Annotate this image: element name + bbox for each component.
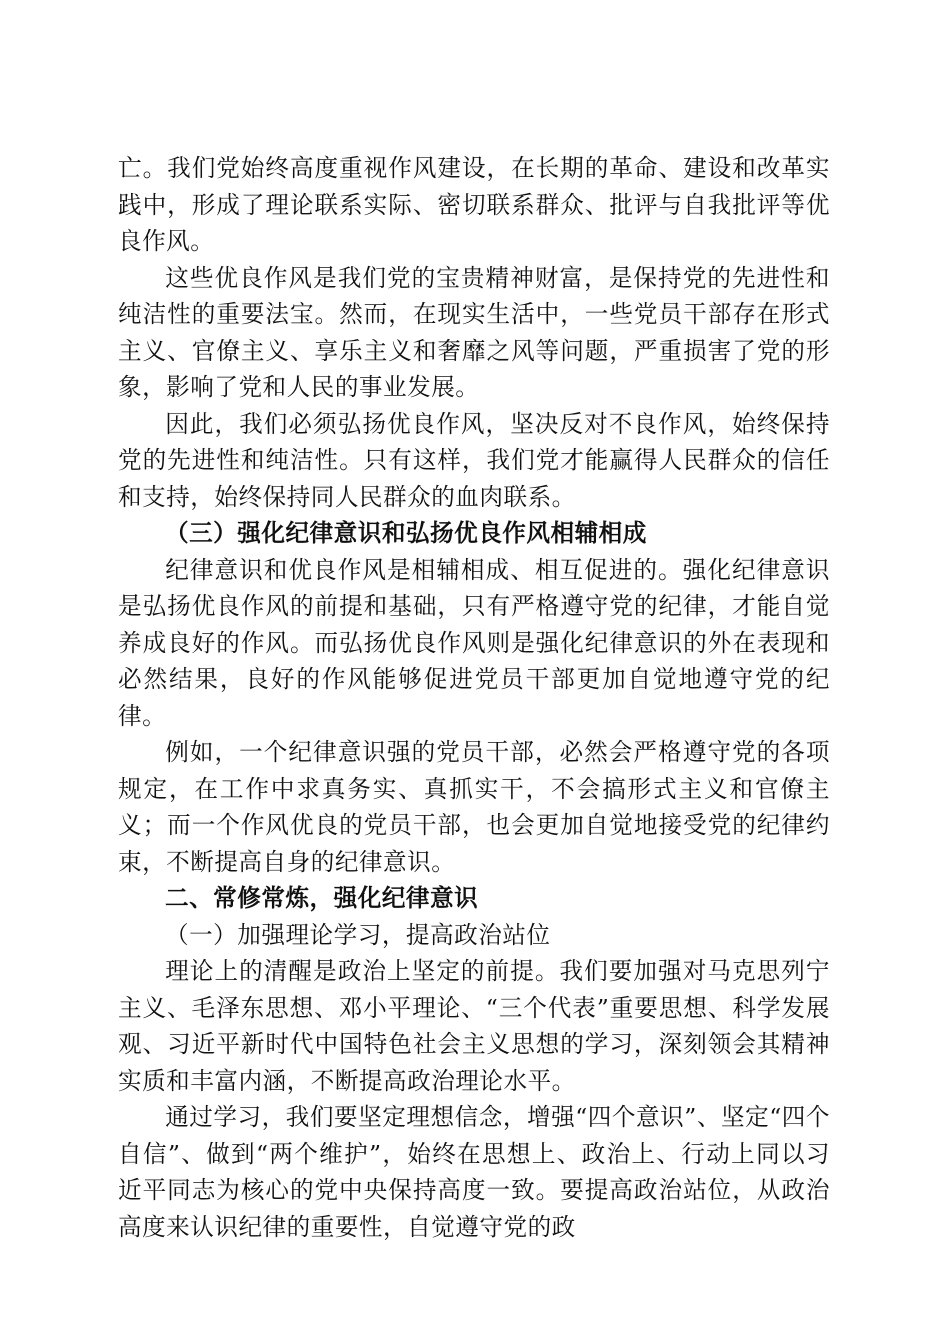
body-paragraph: 这些优良作风是我们党的宝贵精神财富，是保持党的先进性和纯洁性的重要法宝。然而，在现实生活中，一些党员干部存在形式主义、官僚主义、享乐主义和奢靡之风等问题，严重损害了党的形象，影响了党和人民的事业发展。	[118, 263, 830, 401]
body-paragraph: 亡。我们党始终高度重视作风建设，在长期的革命、建设和改革实践中，形成了理论联系实际、密切联系群众、批评与自我批评等优良作风。	[118, 154, 830, 255]
body-paragraph: 因此，我们必须弘扬优良作风，坚决反对不良作风，始终保持党的先进性和纯洁性。只有这样，我们党才能赢得人民群众的信任和支持，始终保持同人民群众的血肉联系。	[118, 409, 830, 511]
section-heading-level3: （一）加强理论学习，提高政治站位	[165, 920, 551, 949]
body-paragraph: 理论上的清醒是政治上坚定的前提。我们要加强对马克思列宁主义、毛泽东思想、邓小平理论、“三个代表”重要思想、科学发展观、习近平新时代中国特色社会主义思想的学习，深刻领会其精神实质和丰富内涵，不断提高政治理论水平。	[118, 957, 830, 1095]
document-page	[118, 150, 830, 1245]
body-paragraph: 通过学习，我们要坚定理想信念，增强“四个意识”、坚定“四个自信”、做到“两个维护”，始终在思想上、政治上、行动上同以习近平同志为核心的党中央保持高度一致。要提高政治站位，从政治高度来认识纪律的重要性，自觉遵守党的政	[118, 1103, 830, 1241]
body-paragraph: 例如，一个纪律意识强的党员干部，必然会严格遵守党的各项规定，在工作中求真务实、真抓实干，不会搞形式主义和官僚主义；而一个作风优良的党员干部，也会更加自觉地接受党的纪律约束，不断提高自身的纪律意识。	[118, 738, 830, 876]
body-paragraph: 纪律意识和优良作风是相辅相成、相互促进的。强化纪律意识是弘扬优良作风的前提和基础，只有严格遵守党的纪律，才能自觉养成良好的作风。而弘扬优良作风则是强化纪律意识的外在表现和必然结果，良好的作风能够促进党员干部更加自觉地遵守党的纪律。	[118, 555, 830, 730]
section-heading-level3: （三）强化纪律意识和弘扬优良作风相辅相成	[165, 519, 647, 547]
section-heading-level2: 二、常修常炼，强化纪律意识	[165, 884, 479, 912]
